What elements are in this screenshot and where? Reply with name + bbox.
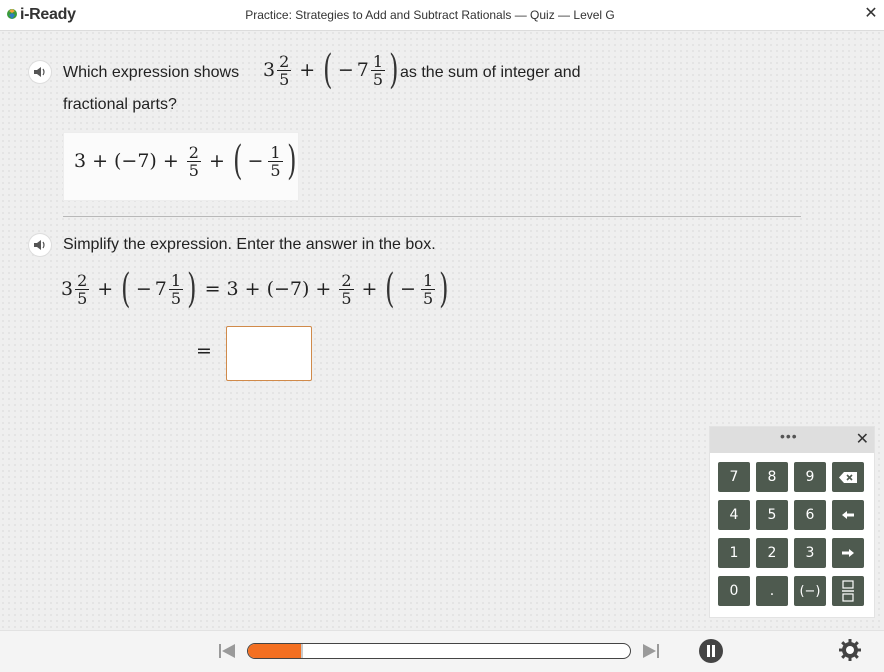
pause-icon bbox=[699, 639, 723, 663]
previous-icon[interactable] bbox=[218, 642, 236, 660]
speaker-icon bbox=[33, 66, 47, 78]
key-decimal[interactable]: . bbox=[756, 576, 788, 606]
key-negative[interactable]: (−) bbox=[794, 576, 826, 606]
key-5[interactable]: 5 bbox=[756, 500, 788, 530]
keypad-drag-handle[interactable] bbox=[710, 427, 874, 453]
q2-lhs-frac-a-num: 2 bbox=[77, 270, 88, 290]
q1-ans-whole-a: 3 bbox=[74, 150, 87, 172]
q1-frac-a-den: 5 bbox=[279, 69, 290, 89]
settings-gear-icon[interactable] bbox=[838, 638, 862, 662]
fraction-icon bbox=[841, 580, 855, 602]
arrow-right-icon bbox=[841, 548, 855, 558]
drag-dots-icon: ••• bbox=[780, 428, 798, 444]
q1-prompt-suffix: as the sum of integer and bbox=[400, 64, 581, 81]
key-8[interactable]: 8 bbox=[756, 462, 788, 492]
number-keypad bbox=[709, 426, 875, 618]
page-title: Practice: Strategies to Add and Subtract Rationals — Quiz — Level G bbox=[245, 8, 615, 22]
q1-sign-b: − bbox=[337, 59, 354, 81]
q1-ans-frac-b-den: 5 bbox=[270, 160, 281, 180]
key-1[interactable]: 1 bbox=[718, 538, 750, 568]
close-icon[interactable]: ✕ bbox=[864, 5, 878, 22]
brand-label: i-Ready bbox=[20, 6, 76, 23]
key-0[interactable]: 0 bbox=[718, 576, 750, 606]
q2-rhs-whole-a: 3 bbox=[226, 278, 239, 300]
q1-expression: 3 $\frac{2}{5}$ + ( − 7 $\frac{1}{5}$ ) bbox=[263, 47, 399, 93]
q1-frac-b bbox=[371, 53, 385, 88]
key-fraction[interactable] bbox=[832, 576, 864, 606]
next-icon[interactable] bbox=[642, 642, 660, 660]
q2-lhs-frac-b-num: 1 bbox=[170, 270, 182, 290]
q1-frac-b-num: 1 bbox=[372, 51, 384, 71]
top-bar bbox=[0, 0, 884, 31]
q2-rhs-whole-b: (−7) bbox=[266, 278, 310, 300]
q2-rhs-sign-b: − bbox=[400, 278, 416, 300]
q1-prompt-line1 bbox=[63, 64, 239, 82]
keypad-close-icon[interactable]: ✕ bbox=[855, 431, 869, 448]
audio-button-q2[interactable] bbox=[29, 234, 51, 256]
key-7[interactable]: 7 bbox=[718, 462, 750, 492]
speaker-icon bbox=[33, 239, 47, 251]
q2-lhs-frac-a bbox=[75, 272, 89, 307]
q2-lhs-frac-b-den: 5 bbox=[170, 288, 182, 308]
key-2[interactable]: 2 bbox=[756, 538, 788, 568]
q2-prompt: Simplify the expression. Enter the answer in the box. bbox=[63, 236, 436, 253]
backspace-icon bbox=[838, 471, 858, 484]
q1-ans-frac-a bbox=[187, 144, 201, 179]
key-right[interactable] bbox=[832, 538, 864, 568]
pause-button[interactable] bbox=[699, 639, 723, 663]
q2-rhs-frac-a-num: 2 bbox=[341, 270, 352, 290]
q1-ans-whole-b: (−7) bbox=[114, 150, 157, 172]
q1-ans-frac-a-den: 5 bbox=[188, 160, 199, 180]
q2-rhs-frac-b-num: 1 bbox=[422, 270, 434, 290]
answer-input[interactable] bbox=[226, 326, 312, 381]
q2-rhs-frac-a-den: 5 bbox=[341, 288, 352, 308]
q2-rhs-frac-a bbox=[339, 272, 353, 307]
q2-rhs-frac-b-den: 5 bbox=[422, 288, 434, 308]
q1-answer-box: 3 + (−7) + $\frac{2}{5}$ + ( − $\frac{1}{5}$ ) bbox=[63, 132, 299, 201]
key-9[interactable]: 9 bbox=[794, 462, 826, 492]
progress-bar bbox=[247, 643, 631, 659]
q2-equals-sign: = bbox=[204, 278, 221, 300]
arrow-left-icon bbox=[841, 510, 855, 520]
key-6[interactable]: 6 bbox=[794, 500, 826, 530]
q1-frac-a bbox=[277, 53, 291, 88]
q2-equation: 3 $\frac{2}{5}$ + ( − 7 $\frac{1}{5}$ ) = 3 + (−7) + $\frac{2}{5}$ + ( − $\frac{1}{5}$ ) bbox=[61, 266, 449, 312]
q2-lhs-whole-b: 7 bbox=[154, 278, 167, 300]
progress-fill bbox=[248, 644, 303, 658]
q1-whole-b: 7 bbox=[356, 59, 369, 81]
key-4[interactable]: 4 bbox=[718, 500, 750, 530]
q2-lhs-frac-a-den: 5 bbox=[77, 288, 88, 308]
q2-lhs-sign-b: − bbox=[135, 278, 152, 300]
q2-rhs-frac-b bbox=[421, 272, 435, 307]
q1-prompt-prefix: Which expression shows bbox=[63, 64, 240, 81]
key-left[interactable] bbox=[832, 500, 864, 530]
q1-ans-sign-b: − bbox=[247, 150, 264, 172]
q1-ans-frac-b-num: 1 bbox=[270, 142, 281, 162]
q1-frac-b-den: 5 bbox=[372, 69, 384, 89]
q1-prompt-line2: fractional parts? bbox=[63, 96, 177, 113]
key-backspace[interactable] bbox=[832, 462, 864, 492]
q1-whole-a: 3 bbox=[263, 59, 276, 81]
q1-frac-a-num: 2 bbox=[279, 51, 290, 71]
q2-equals-sign-2: = bbox=[196, 340, 212, 362]
q1-ans-frac-b bbox=[268, 144, 282, 179]
section-divider bbox=[63, 216, 801, 217]
q1-ans-frac-a-num: 2 bbox=[188, 142, 199, 162]
q2-lhs-whole-a: 3 bbox=[61, 278, 74, 300]
q2-lhs-frac-b bbox=[169, 272, 183, 307]
audio-button-q1[interactable] bbox=[29, 61, 51, 83]
key-3[interactable]: 3 bbox=[794, 538, 826, 568]
